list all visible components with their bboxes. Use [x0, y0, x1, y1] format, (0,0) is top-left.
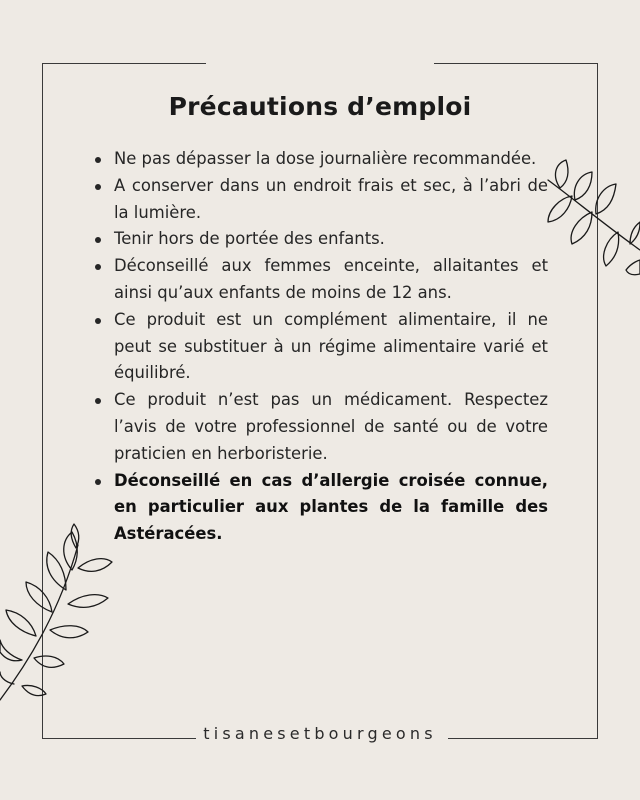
list-item-text: A conserver dans un endroit frais et sec, à l’abri de la lumière. — [114, 175, 548, 222]
bullet-icon — [95, 184, 101, 190]
list-item — [94, 307, 548, 387]
list-item-text: Ce produit est un complément alimentaire, il ne peut se substituer à un régime alimentaire varié et équilibré. — [114, 309, 548, 383]
list-item-text: Déconseillé en cas d’allergie croisée connue, en particulier aux plantes de la famille des Astéracées. — [114, 470, 548, 544]
list-item-text: Ce produit n’est pas un médicament. Respectez l’avis de votre professionnel de santé ou de votre praticien en herboristerie. — [114, 390, 548, 463]
list-item-text: Ne pas dépasser la dose journalière recommandée. — [114, 149, 537, 168]
list-item-warning — [94, 468, 548, 548]
precautions-list — [94, 146, 548, 548]
bullet-icon — [95, 398, 101, 404]
list-item — [94, 253, 548, 307]
bullet-icon — [95, 237, 101, 243]
brand-footer: tisanesetbourgeons — [203, 724, 437, 743]
list-item-text: Tenir hors de portée des enfants. — [114, 229, 385, 249]
list-item — [94, 173, 548, 227]
list-item — [94, 146, 548, 173]
frame-top-gap — [206, 60, 434, 67]
page-title: Précautions d’emploi — [168, 92, 472, 121]
list-item — [94, 226, 548, 253]
bullet-icon — [95, 264, 101, 270]
bullet-icon — [95, 157, 101, 163]
list-item — [94, 387, 548, 467]
bullet-icon — [95, 479, 101, 485]
list-item-text: Déconseillé aux femmes enceinte, allaitantes et ainsi qu’aux enfants de moins de 12 ans. — [114, 256, 548, 302]
bullet-icon — [95, 318, 101, 324]
